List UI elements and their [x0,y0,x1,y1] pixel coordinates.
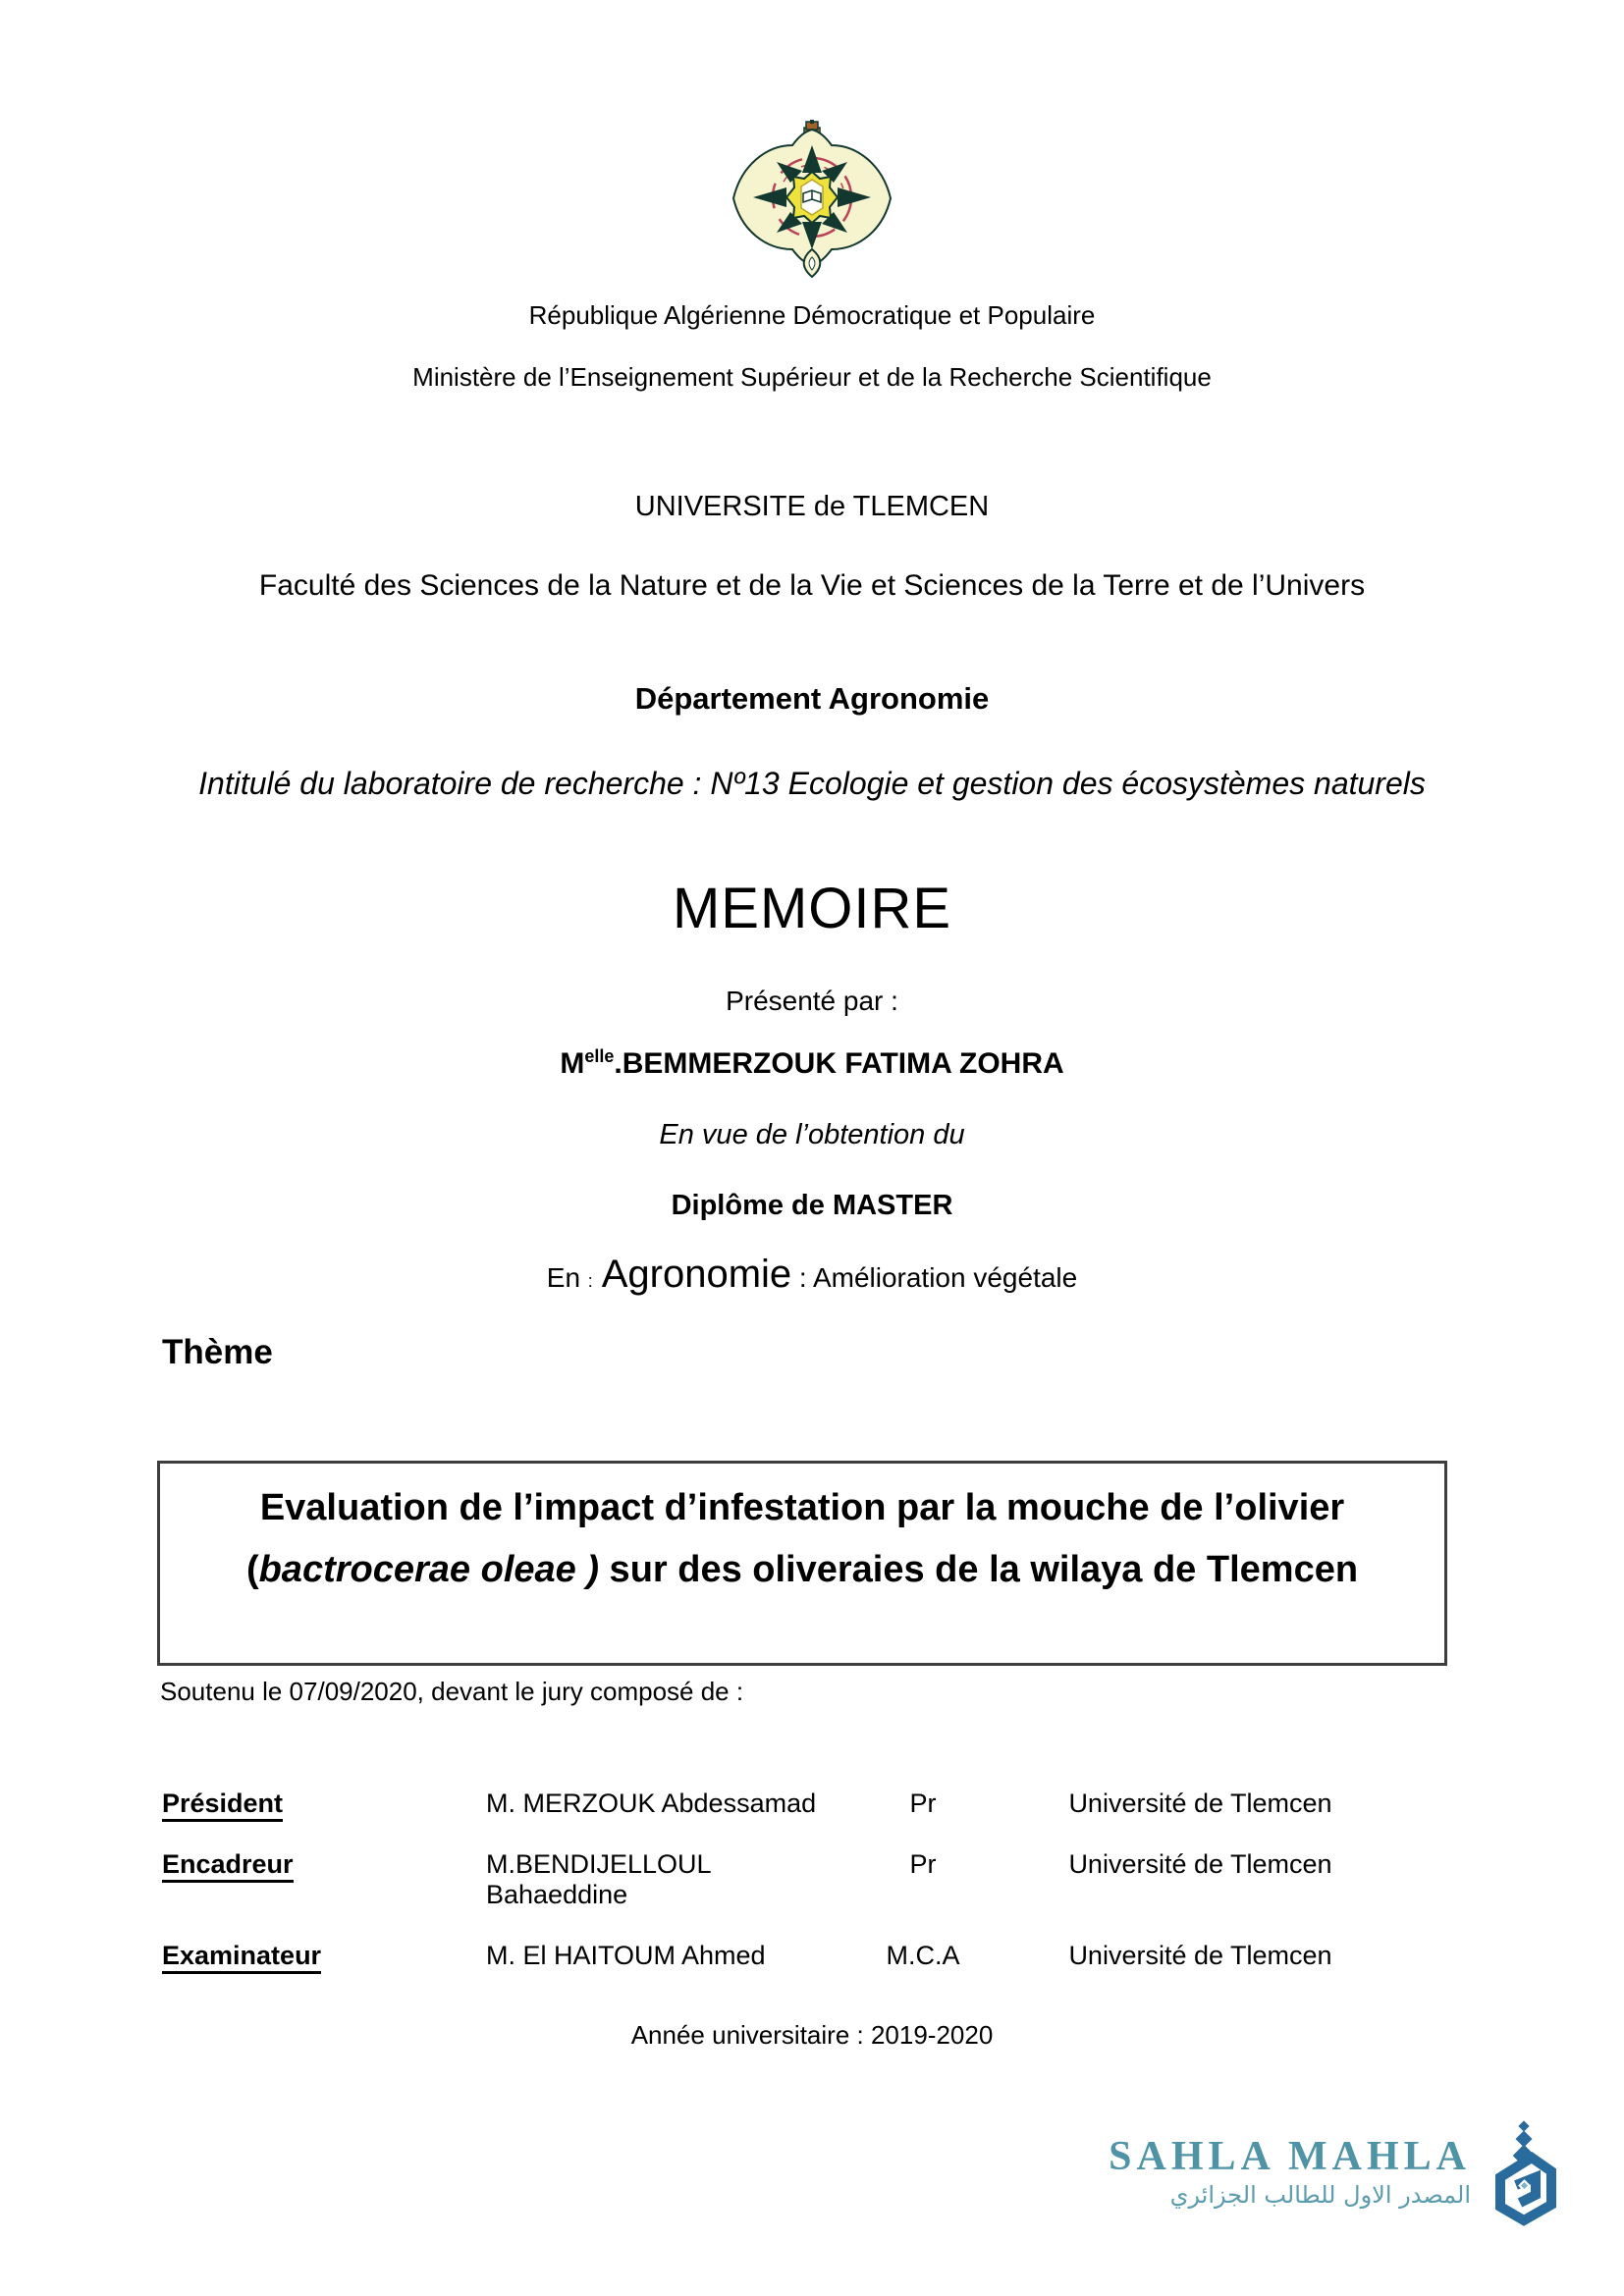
jury-row-grade: M.C.A [886,1941,960,1970]
thesis-title-species: bactrocerae oleae ) [258,1549,599,1590]
brand-tagline-arabic: المصدر الاول للطالب الجزائري [1169,2181,1471,2209]
presented-by-label: Présenté par : [726,986,898,1016]
university-of-tlemcen-emblem-graphic [728,120,896,279]
candidate-title-superscript: elle [584,1046,615,1066]
thesis-title [199,1477,1405,1601]
jury-row-role [162,1789,486,1819]
jury-role-label: Président [162,1789,283,1822]
jury-role-label: Encadreur [162,1849,294,1883]
purpose-line: En vue de l’obtention du [659,1119,965,1150]
thesis-title-box [157,1461,1447,1666]
candidate-fullname: .BEMMERZOUK FATIMA ZOHRA [614,1047,1064,1080]
jury-row-institution: Université de Tlemcen [1068,1941,1332,1970]
ministry-line: Ministère de l’Enseignement Supérieur et de la Recherche Scientifique [412,362,1212,392]
thesis-title-part1: Evaluation de l’impact d’infestation par la mouche de l’olivier ( [245,1487,1345,1590]
field-major: Agronomie [592,1253,792,1296]
candidate-name [0,1046,1624,1081]
jury-row-institution: Université de Tlemcen [1068,1849,1332,1879]
document-type-title: MEMOIRE [672,877,952,940]
jury-row-name: M. El HAITOUM Ahmed [486,1941,766,1970]
field-line [0,1253,1624,1297]
academic-year: Année universitaire : 2019-2020 [630,2020,994,2050]
theme-label: Thème [162,1333,273,1371]
jury-row-grade: Pr [909,1849,937,1879]
field-prefix: En [546,1262,588,1293]
jury-row-name: M.BENDIJELLOUL Bahaeddine [486,1849,711,1909]
faculty-name: Faculté des Sciences de la Nature et de la Vie et Sciences de la Terre et de l’Univers [258,569,1366,602]
candidate-prefix: M [560,1047,585,1080]
jury-row-name: M. MERZOUK Abdessamad [486,1789,817,1818]
arabic-calligraphy-icon [1481,2120,1567,2226]
sahla-mahla-text [1109,2135,1471,2212]
thesis-title-part2: sur des oliveraies de la wilaya de Tlemcen [599,1549,1359,1590]
university-name: UNIVERSITE de TLEMCEN [634,491,990,522]
diploma-name: Diplôme de MASTER [671,1190,953,1221]
jury-role-label: Examinateur [162,1941,321,1974]
university-emblem [728,120,896,284]
field-specialty: : Amélioration végétale [791,1262,1078,1293]
laboratory-title: Intitulé du laboratoire de recherche : Nº13 Ecologie et gestion des écosystèmes naturels [198,766,1426,801]
sahla-mahla-logo [1109,2120,1567,2226]
field-colon: : [587,1271,593,1291]
jury-table [162,1789,1394,1971]
department-name: Département Agronomie [634,681,990,716]
jury-row-grade: Pr [909,1789,937,1818]
brand-name: SAHLA MAHLA [1109,2134,1471,2179]
republic-line: République Algérienne Démocratique et Populaire [528,300,1096,330]
jury-row-role [162,1941,486,1971]
jury-row-institution: Université de Tlemcen [1068,1789,1332,1818]
jury-row-role [162,1849,486,1910]
defense-date-line: Soutenu le 07/09/2020, devant le jury composé de : [160,1677,744,1706]
